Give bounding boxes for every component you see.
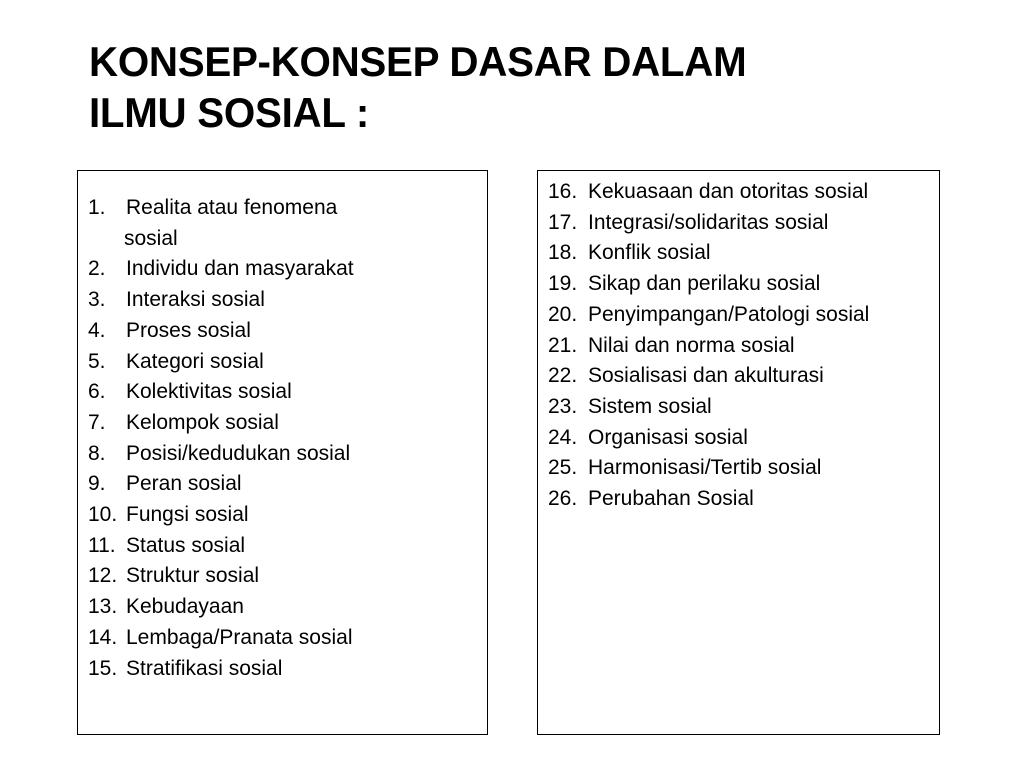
list-item <box>88 623 483 654</box>
list-item <box>548 269 938 300</box>
list-item <box>548 331 938 362</box>
list-item-number: 26. <box>548 487 578 511</box>
list-item <box>88 347 483 378</box>
list-item <box>88 408 483 439</box>
list-item-text-line-1: Realita atau fenomena <box>126 196 338 219</box>
list-item <box>88 469 483 500</box>
list-item <box>548 361 938 392</box>
concept-list-box-left <box>77 170 488 735</box>
list-item <box>88 316 483 347</box>
list-item-text: Sikap dan perilaku sosial <box>588 272 821 296</box>
list-item-number: 22. <box>548 364 578 388</box>
list-item-text: Sosialisasi dan akulturasi <box>588 364 824 388</box>
list-item-text: Lembaga/Pranata sosial <box>126 625 353 649</box>
list-item-number: 3. <box>88 288 106 312</box>
list-item-text: Harmonisasi/Tertib sosial <box>588 456 822 480</box>
list-item-text: Interaksi sosial <box>126 288 265 312</box>
list-item-number: 13. <box>88 595 118 619</box>
slide-title <box>89 36 895 138</box>
concept-list-left <box>88 193 483 684</box>
list-item-text: Individu dan masyarakat <box>126 257 354 281</box>
slide-title-line-1: KONSEP-KONSEP DASAR DALAM <box>89 38 747 85</box>
list-item-number: 11. <box>88 533 116 557</box>
list-item-number: 21. <box>548 333 578 357</box>
list-item <box>548 238 938 269</box>
concept-list-box-right <box>537 170 940 735</box>
list-item-text: Organisasi sosial <box>588 425 748 449</box>
list-item-text: Proses sosial <box>126 318 251 342</box>
list-item-number: 16. <box>548 180 578 203</box>
list-item-text: Kebudayaan <box>126 595 244 619</box>
list-item-text: Penyimpangan/Patologi sosial <box>588 302 870 326</box>
list-item-text: Stratifikasi sosial <box>126 656 283 680</box>
list-item-number: 5. <box>88 349 106 373</box>
list-item-number: 1. <box>88 196 106 219</box>
list-item-number: 2. <box>88 257 106 281</box>
slide-title-line-2: ILMU SOSIAL : <box>89 89 370 136</box>
list-item <box>88 439 483 470</box>
list-item-number: 25. <box>548 456 578 480</box>
list-item <box>88 285 483 316</box>
list-item-text: Perubahan Sosial <box>588 487 754 511</box>
list-item-number: 10. <box>88 503 118 527</box>
list-item-text-line-2: sosial <box>124 226 178 250</box>
list-item-text: Kelompok sosial <box>126 410 279 434</box>
list-item <box>88 592 483 623</box>
list-item-text: Sistem sosial <box>588 394 712 418</box>
list-item-text <box>126 193 391 254</box>
list-item-text: Fungsi sosial <box>126 503 249 527</box>
list-item-text: Integrasi/solidaritas sosial <box>588 210 829 234</box>
list-item-text: Kolektivitas sosial <box>126 380 292 404</box>
list-item <box>88 531 483 562</box>
list-item-number: 14. <box>88 625 118 649</box>
list-item-number: 24. <box>548 425 578 449</box>
list-item <box>548 177 938 208</box>
list-item <box>548 423 938 454</box>
list-item-number: 19. <box>548 272 578 296</box>
concept-list-right <box>548 177 938 515</box>
list-item-text: Nilai dan norma sosial <box>588 333 795 357</box>
list-item-text: Posisi/kedudukan sosial <box>126 441 351 465</box>
list-item <box>88 654 483 685</box>
list-item-text: Kekuasaan dan otoritas sosial <box>588 180 869 203</box>
list-item <box>88 254 483 285</box>
list-item-number: 15. <box>88 656 118 680</box>
list-item-number: 17. <box>548 210 578 234</box>
list-item <box>548 484 938 515</box>
list-item-number: 18. <box>548 241 578 265</box>
list-item-number: 4. <box>88 318 106 342</box>
list-item <box>88 561 483 592</box>
list-item-text: Konflik sosial <box>588 241 711 265</box>
list-item-number: 7. <box>88 410 106 434</box>
list-item-text: Status sosial <box>126 533 246 557</box>
list-item <box>548 453 938 484</box>
list-item-number: 6. <box>88 380 106 404</box>
list-item <box>548 300 938 331</box>
list-item <box>88 377 483 408</box>
list-item-number: 12. <box>88 564 118 588</box>
list-item-text: Kategori sosial <box>126 349 264 373</box>
list-item <box>88 500 483 531</box>
list-item-text: Struktur sosial <box>126 564 260 588</box>
list-item-number: 23. <box>548 394 578 418</box>
list-item-number: 20. <box>548 302 578 326</box>
list-item-number: 9. <box>88 472 106 496</box>
list-item <box>88 193 483 254</box>
list-item <box>548 208 938 239</box>
list-item-number: 8. <box>88 441 106 465</box>
list-item <box>548 392 938 423</box>
list-item-text: Peran sosial <box>126 472 242 496</box>
